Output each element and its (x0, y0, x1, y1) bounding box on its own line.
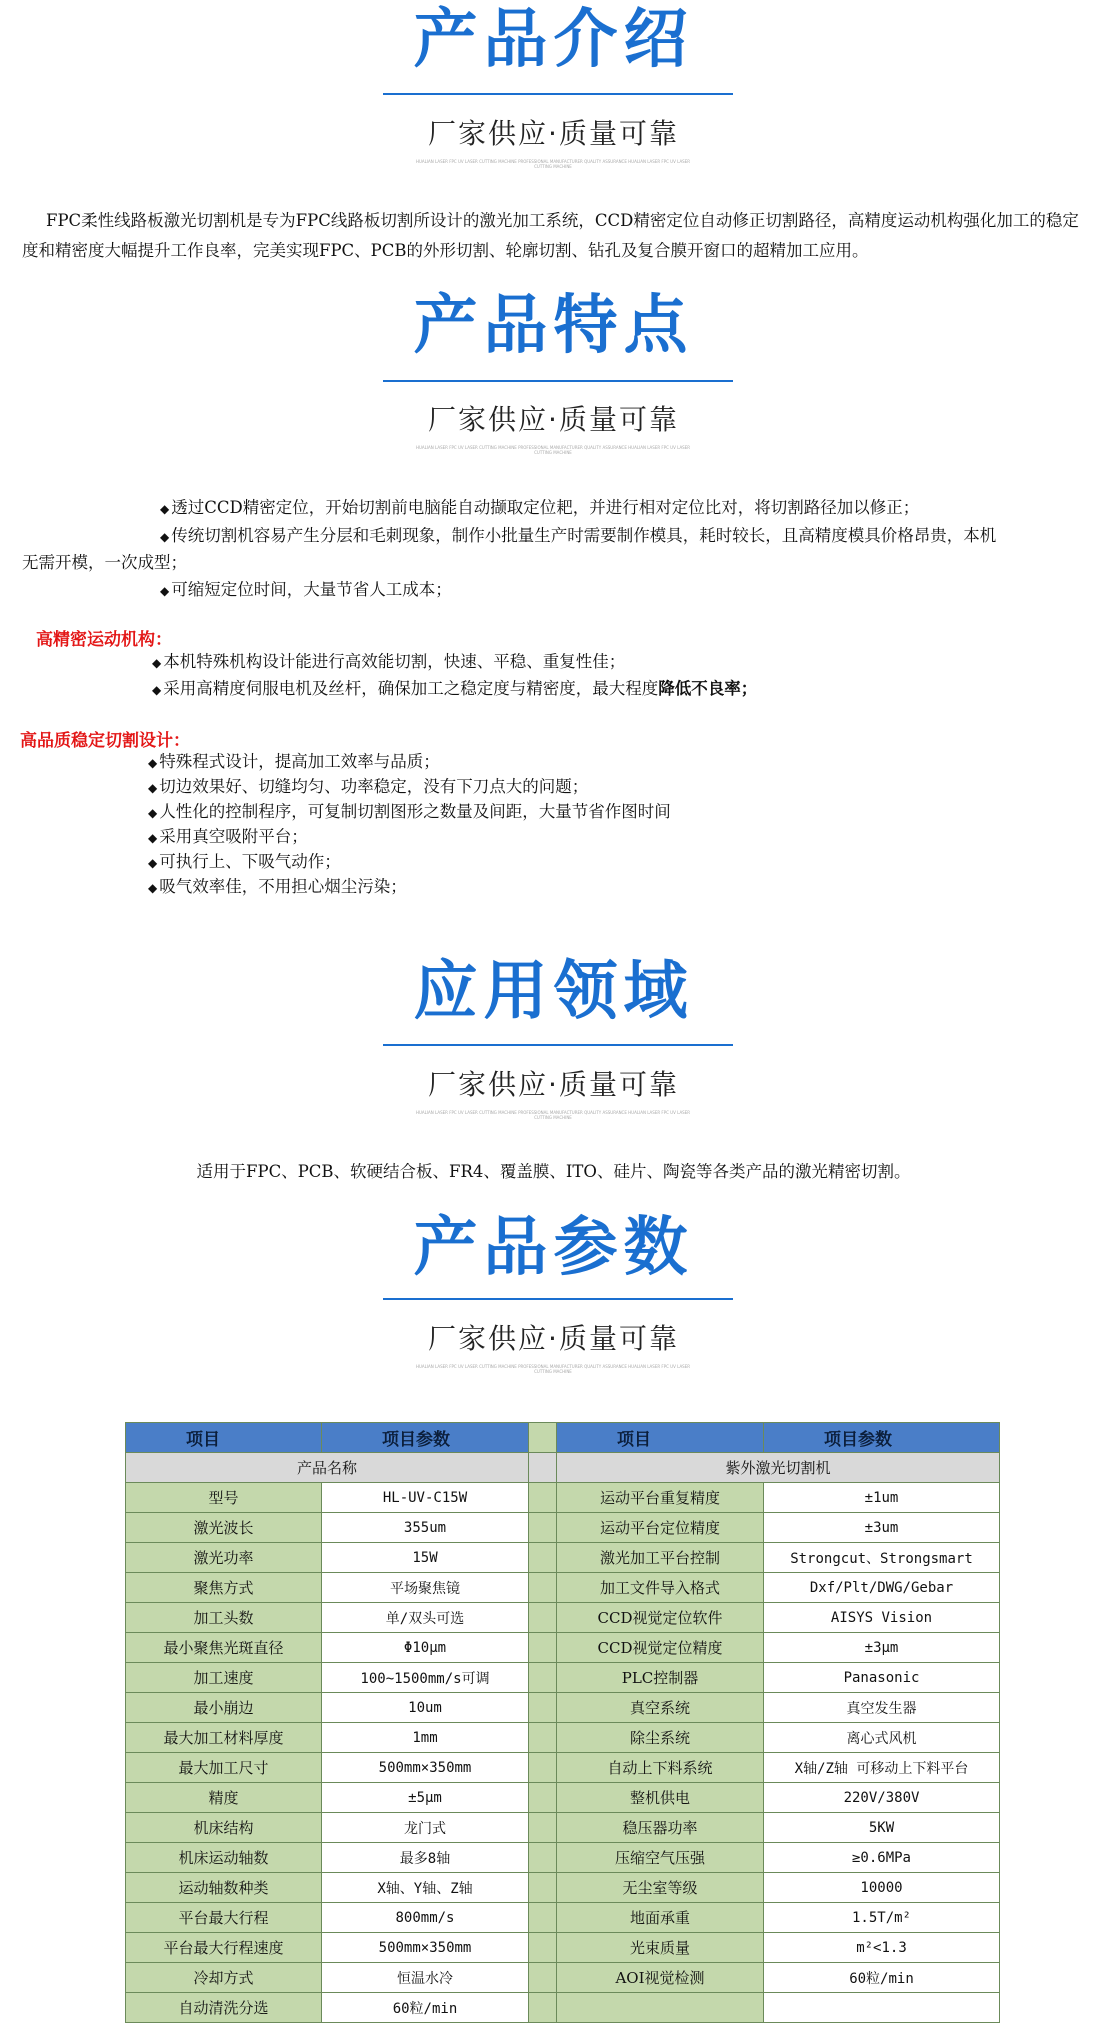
params-title-underline (383, 1298, 733, 1300)
spec-value-cell: 100~1500mm/s可调 (322, 1663, 529, 1693)
spec-header-row (126, 1423, 1000, 1453)
spec-key-cell: 最大加工材料厚度 (126, 1723, 322, 1753)
spec-value-cell: 10um (322, 1693, 529, 1723)
spec-key-cell: AOI视觉检测 (557, 1963, 764, 1993)
features-title: 产品特点 (413, 289, 694, 363)
product-name-value: 紫外激光切割机 (557, 1453, 1000, 1483)
spec-key-cell: 激光功率 (126, 1543, 322, 1573)
spec-key-cell: 最小聚焦光斑直径 (126, 1633, 322, 1663)
diamond-bullet-icon: ◆ (160, 530, 170, 544)
separator-cell (529, 1663, 557, 1693)
feature-motion-item-1: ◆ 本机特殊机构设计能进行高效能切割，快速、平稳、重复性佳； (152, 652, 626, 671)
spec-value-cell (764, 1993, 1000, 2023)
spec-value-cell: Φ10μm (322, 1633, 529, 1663)
table-row (126, 1603, 1000, 1633)
separator-cell (529, 1753, 557, 1783)
spec-value-cell: 500mm×350mm (322, 1753, 529, 1783)
params-section-header (0, 1208, 1107, 1288)
spec-value-cell: ±5μm (322, 1783, 529, 1813)
separator-cell (529, 1483, 557, 1513)
params-subtitle: 厂家供应·质量可靠 (428, 1322, 679, 1355)
table-row (126, 1993, 1000, 2023)
spec-key-cell: 激光波长 (126, 1513, 322, 1543)
table-row (126, 1693, 1000, 1723)
spec-value-cell: 离心式风机 (764, 1723, 1000, 1753)
spec-value-cell: 15W (322, 1543, 529, 1573)
separator-cell (529, 1723, 557, 1753)
spec-key-cell: 加工速度 (126, 1663, 322, 1693)
spec-key-cell: 平台最大行程 (126, 1903, 322, 1933)
separator-cell (529, 1873, 557, 1903)
spec-value-cell: AISYS Vision (764, 1603, 1000, 1633)
spec-value-cell: Strongcut、Strongsmart (764, 1543, 1000, 1573)
spec-value-cell: X轴、Y轴、Z轴 (322, 1873, 529, 1903)
spec-value-cell: ±1um (764, 1483, 1000, 1513)
diamond-bullet-icon: ◆ (148, 881, 158, 895)
table-row (126, 1543, 1000, 1573)
params-title: 产品参数 (413, 1211, 694, 1285)
spec-key-cell: 除尘系统 (557, 1723, 764, 1753)
spec-key-cell: 精度 (126, 1783, 322, 1813)
separator-cell (529, 1843, 557, 1873)
table-row (126, 1903, 1000, 1933)
header-cell: 项目 (557, 1423, 764, 1453)
spec-key-cell: 稳压器功率 (557, 1813, 764, 1843)
table-row (126, 1963, 1000, 1993)
spec-key-cell: 真空系统 (557, 1693, 764, 1723)
table-row (126, 1633, 1000, 1663)
spec-key-cell: 自动上下料系统 (557, 1753, 764, 1783)
spec-value-cell: Panasonic (764, 1663, 1000, 1693)
application-subtitle: 厂家供应·质量可靠 (428, 1068, 679, 1101)
feature-cutting-item-5: ◆ 可执行上、下吸气动作； (148, 852, 341, 871)
separator-cell (529, 1933, 557, 1963)
diamond-bullet-icon: ◆ (148, 831, 158, 845)
intro-subtitle: 厂家供应·质量可靠 (428, 117, 679, 150)
spec-value-cell: 单/双头可选 (322, 1603, 529, 1633)
feature-cutting-item-2: ◆ 切边效果好、切缝均匀、功率稳定，没有下刀点大的问题； (148, 777, 589, 796)
table-row (126, 1753, 1000, 1783)
spec-value-cell: 5KW (764, 1813, 1000, 1843)
diamond-bullet-icon: ◆ (152, 683, 162, 697)
table-row (126, 1723, 1000, 1753)
spec-key-cell: 最小崩边 (126, 1693, 322, 1723)
spec-table (125, 1422, 1000, 2023)
separator-cell (529, 1453, 557, 1483)
spec-key-cell: 激光加工平台控制 (557, 1543, 764, 1573)
spec-key-cell: CCD视觉定位精度 (557, 1633, 764, 1663)
spec-value-cell: 真空发生器 (764, 1693, 1000, 1723)
spec-value-cell: 800mm/s (322, 1903, 529, 1933)
motion-heading: 高精密运动机构： (36, 630, 172, 650)
spec-value-cell: 1mm (322, 1723, 529, 1753)
spec-key-cell: 整机供电 (557, 1783, 764, 1813)
header-cell: 项目参数 (322, 1423, 529, 1453)
spec-key-cell: 最大加工尺寸 (126, 1753, 322, 1783)
table-row (126, 1873, 1000, 1903)
table-row (126, 1933, 1000, 1963)
params-fine-print: HUALIAN LASER FPC UV LASER CUTTING MACHINE PROFESSIONAL MANUFACTURER QUALITY ASSURANCE HUALIAN LASER FPC UV LASER CUTTING MACHINE (415, 1364, 691, 1374)
separator-cell (529, 1993, 557, 2023)
spec-key-cell: 压缩空气压强 (557, 1843, 764, 1873)
table-row (126, 1483, 1000, 1513)
features-subtitle: 厂家供应·质量可靠 (428, 403, 679, 436)
spec-key-cell: 光束质量 (557, 1933, 764, 1963)
table-row (126, 1663, 1000, 1693)
features-title-underline (383, 380, 733, 382)
intro-fine-print: HUALIAN LASER FPC UV LASER CUTTING MACHINE PROFESSIONAL MANUFACTURER QUALITY ASSURANCE HUALIAN LASER FPC UV LASER CUTTING MACHINE (415, 159, 691, 169)
intro-title-underline (383, 93, 733, 95)
spec-key-cell: CCD视觉定位软件 (557, 1603, 764, 1633)
product-name-label: 产品名称 (126, 1453, 529, 1483)
separator-cell (529, 1543, 557, 1573)
separator-cell (529, 1573, 557, 1603)
spec-key-cell (557, 1993, 764, 2023)
spec-value-cell: 220V/380V (764, 1783, 1000, 1813)
table-row (126, 1843, 1000, 1873)
spec-value-cell: X轴/Z轴 可移动上下料平台 (764, 1753, 1000, 1783)
application-title: 应用领域 (413, 955, 694, 1029)
header-cell: 项目参数 (764, 1423, 1000, 1453)
spec-key-cell: 机床结构 (126, 1813, 322, 1843)
spec-key-cell: 运动平台定位精度 (557, 1513, 764, 1543)
feature-cutting-item-1: ◆ 特殊程式设计，提高加工效率与品质； (148, 752, 440, 771)
features-fine-print: HUALIAN LASER FPC UV LASER CUTTING MACHINE PROFESSIONAL MANUFACTURER QUALITY ASSURANCE HUALIAN LASER FPC UV LASER CUTTING MACHINE (415, 445, 691, 455)
spec-key-cell: 无尘室等级 (557, 1873, 764, 1903)
feature-cutting-item-4: ◆ 采用真空吸附平台； (148, 827, 308, 846)
spec-value-cell: ±3μm (764, 1633, 1000, 1663)
spec-key-cell: 机床运动轴数 (126, 1843, 322, 1873)
spec-value-cell: 1.5T/m² (764, 1903, 1000, 1933)
separator-cell (529, 1603, 557, 1633)
feature-cutting-item-6: ◆ 吸气效率佳，不用担心烟尘污染； (148, 877, 407, 896)
spec-key-cell: 型号 (126, 1483, 322, 1513)
diamond-bullet-icon: ◆ (148, 856, 158, 870)
separator-cell (529, 1693, 557, 1723)
separator-cell (529, 1633, 557, 1663)
intro-title: 产品介绍 (413, 3, 694, 77)
feature-ccd-item-3: ◆ 可缩短定位时间，大量节省人工成本； (160, 580, 452, 599)
spec-key-cell: 聚焦方式 (126, 1573, 322, 1603)
separator-cell (529, 1423, 557, 1453)
feature-ccd-item-1: ◆ 透过CCD精密定位，开始切割前电脑能自动撷取定位耙，并进行相对定位比对，将切割路径加以修正； (160, 498, 920, 517)
table-row (126, 1813, 1000, 1843)
spec-value-cell: 60粒/min (764, 1963, 1000, 1993)
spec-value-cell: 500mm×350mm (322, 1933, 529, 1963)
spec-name-row (126, 1453, 1000, 1483)
diamond-bullet-icon: ◆ (160, 502, 170, 516)
spec-key-cell: PLC控制器 (557, 1663, 764, 1693)
bold-emphasis: 降低不良率； (658, 679, 758, 698)
separator-cell (529, 1903, 557, 1933)
separator-cell (529, 1513, 557, 1543)
spec-value-cell: 60粒/min (322, 1993, 529, 2023)
separator-cell (529, 1813, 557, 1843)
application-section-header (0, 952, 1107, 1032)
spec-value-cell: Dxf/Plt/DWG/Gebar (764, 1573, 1000, 1603)
feature-ccd-item-2-wrap: 无需开模，一次成型； (22, 553, 187, 572)
application-paragraph: 适用于FPC、PCB、软硬结合板、FR4、覆盖膜、ITO、硅片、陶瓷等各类产品的激光精密切割。 (196, 1162, 911, 1181)
table-row (126, 1573, 1000, 1603)
separator-cell (529, 1963, 557, 1993)
cutting-heading: 高品质稳定切割设计： (20, 731, 190, 751)
diamond-bullet-icon: ◆ (160, 584, 170, 598)
table-row (126, 1513, 1000, 1543)
spec-value-cell: 355um (322, 1513, 529, 1543)
spec-value-cell: 龙门式 (322, 1813, 529, 1843)
spec-key-cell: 加工头数 (126, 1603, 322, 1633)
diamond-bullet-icon: ◆ (148, 806, 158, 820)
table-row (126, 1783, 1000, 1813)
spec-value-cell: m²<1.3 (764, 1933, 1000, 1963)
feature-cutting-item-3: ◆ 人性化的控制程序，可复制切割图形之数量及间距，大量节省作图时间 (148, 802, 671, 821)
header-cell: 项目 (126, 1423, 322, 1453)
features-section-header (0, 286, 1107, 366)
spec-value-cell: 10000 (764, 1873, 1000, 1903)
spec-value-cell: ±3um (764, 1513, 1000, 1543)
separator-cell (529, 1783, 557, 1813)
application-fine-print: HUALIAN LASER FPC UV LASER CUTTING MACHINE PROFESSIONAL MANUFACTURER QUALITY ASSURANCE HUALIAN LASER FPC UV LASER CUTTING MACHINE (415, 1110, 691, 1120)
diamond-bullet-icon: ◆ (152, 656, 162, 670)
feature-ccd-item-2: ◆ 传统切割机容易产生分层和毛刺现象，制作小批量生产时需要制作模具，耗时较长，且高精度模具价格昂贵，本机 (160, 526, 997, 545)
spec-key-cell: 加工文件导入格式 (557, 1573, 764, 1603)
application-title-underline (383, 1044, 733, 1046)
spec-value-cell: 平场聚焦镜 (322, 1573, 529, 1603)
intro-section-header (0, 0, 1107, 80)
spec-key-cell: 冷却方式 (126, 1963, 322, 1993)
spec-key-cell: 自动清洗分选 (126, 1993, 322, 2023)
intro-paragraph: FPC柔性线路板激光切割机是专为FPC线路板切割所设计的激光加工系统，CCD精密定位自动修正切割路径，高精度运动机构强化加工的稳定度和精密度大幅提升工作良率，完美实现FPC、PCB的外形切割、轮廓切割、钻孔及复合膜开窗口的超精加工应用。 (22, 211, 1079, 260)
spec-value-cell: ≥0.6MPa (764, 1843, 1000, 1873)
spec-key-cell: 平台最大行程速度 (126, 1933, 322, 1963)
spec-value-cell: HL-UV-C15W (322, 1483, 529, 1513)
spec-value-cell: 恒温水冷 (322, 1963, 529, 1993)
spec-table-body (126, 1423, 1000, 2023)
spec-value-cell: 最多8轴 (322, 1843, 529, 1873)
spec-key-cell: 运动轴数种类 (126, 1873, 322, 1903)
spec-key-cell: 地面承重 (557, 1903, 764, 1933)
spec-key-cell: 运动平台重复精度 (557, 1483, 764, 1513)
feature-motion-item-2: ◆ 采用高精度伺服电机及丝杆，确保加工之稳定度与精密度，最大程度降低不良率； (152, 679, 758, 698)
diamond-bullet-icon: ◆ (148, 756, 158, 770)
diamond-bullet-icon: ◆ (148, 781, 158, 795)
